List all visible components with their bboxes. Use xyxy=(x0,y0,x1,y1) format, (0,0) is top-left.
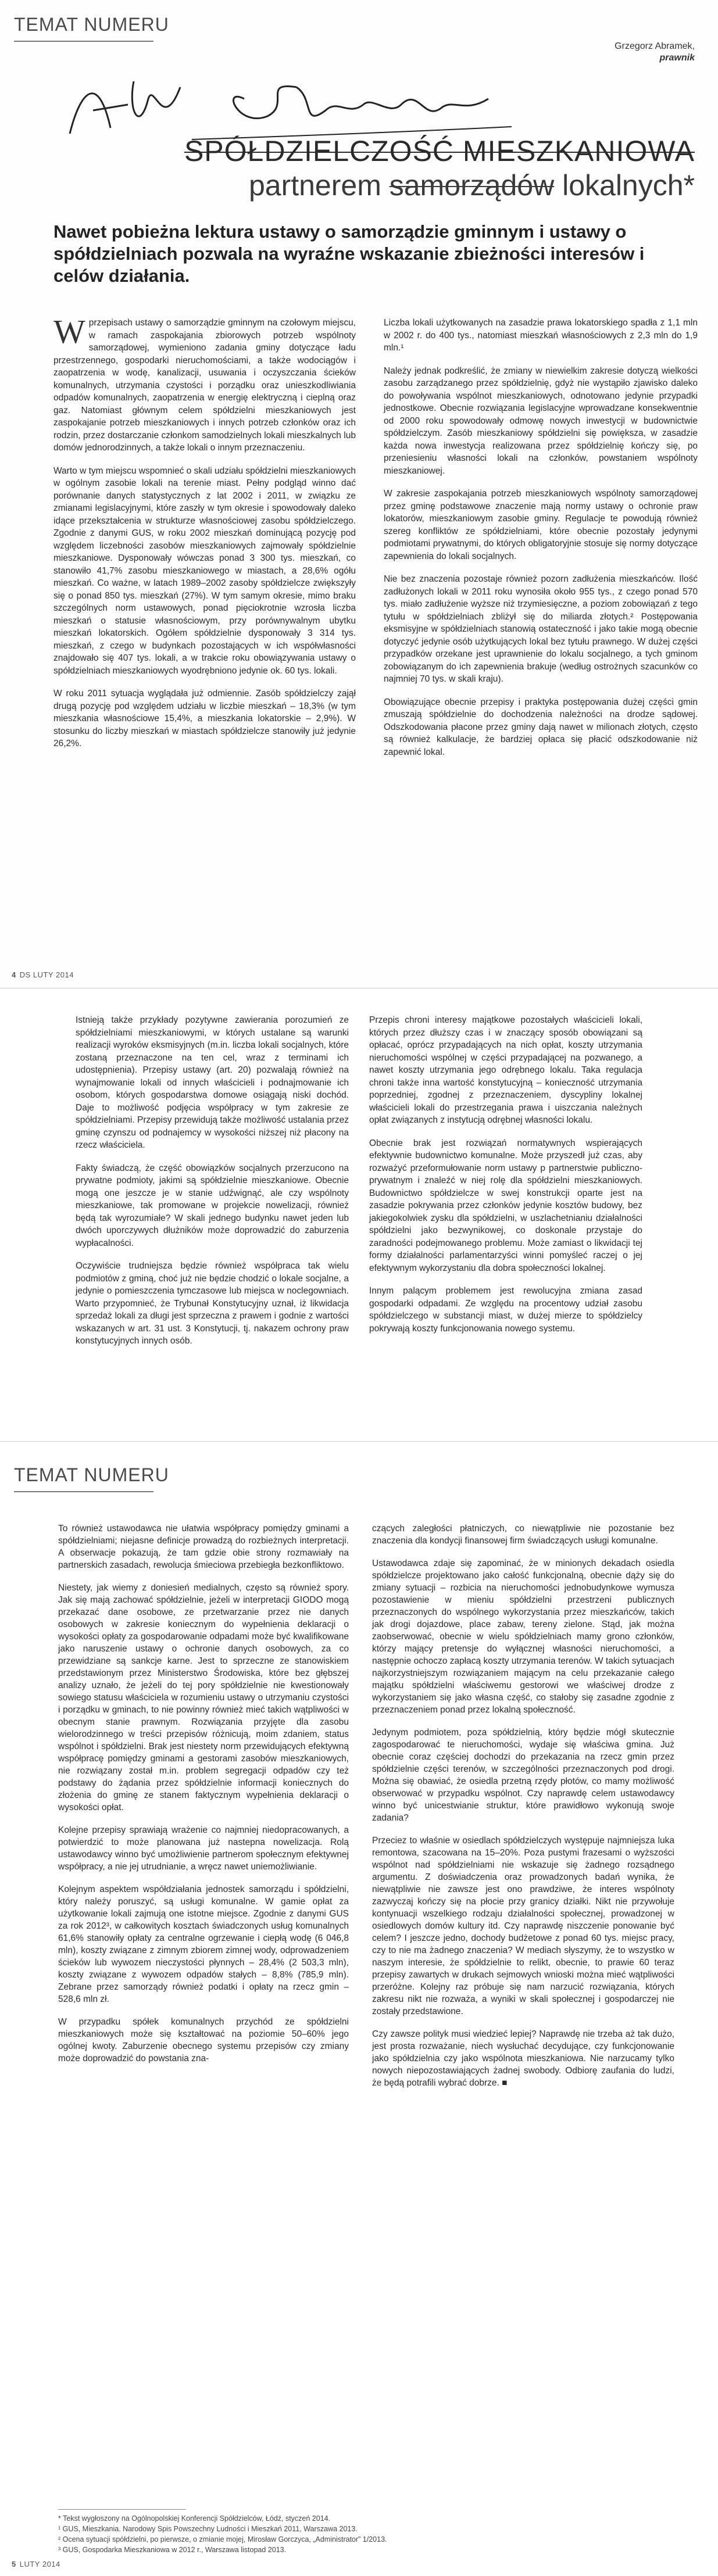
article-lead: Nawet pobieżna lektura ustawy o samorządzie gminnym i ustawy o spółdzielniach pozwala na wyraźne wskazanie zbieżności interesów i celów działania. xyxy=(53,221,645,286)
page-5-column-left xyxy=(58,1522,349,2075)
paragraph: Kolejne przepisy sprawiają wrażenie co najmniej niedopracowanych, a potwierdzić to może planowana już nastepna nowelizacja. Rolą ustawodawcy winno być umożliwienie partnerom społecznym efektywnej współpracy, a nie jej utrudnianie, a wręcz nawet uniemożliwianie. xyxy=(58,1825,349,1872)
author-name: Grzegorz Abramek, xyxy=(615,41,695,51)
title-line-2-part-a: partnerem xyxy=(248,169,390,202)
paragraph: Czy zawsze polityk musi wiedzieć lepiej? Naprawdę nie trzeba aż tak dużo, jest prosta rozważanie, niech wysłuchać decydujące, czy funkcjonowanie jako spółdzielnia czy jako wspólnota mieszkaniowa. Nie narzucamy tylko nowych niepozostawiających żadnej swobody. Odbiorę zaufania do ludzi, że będą potrafili wybrać dobrze. ■ xyxy=(372,2029,674,2088)
article-title xyxy=(55,134,695,202)
title-line-2 xyxy=(55,169,695,202)
section-rule xyxy=(14,1491,153,1492)
page-number: 5 xyxy=(12,2560,16,2568)
footnote: ³ GUS, Gospodarka Mieszkaniowa w 2012 r., Warszawa listopad 2013. xyxy=(58,2546,287,2554)
column-right xyxy=(384,317,698,769)
title-line-1: SPÓŁDZIELCZOŚĆ MIESZKANIOWA xyxy=(184,135,695,167)
page-divider xyxy=(0,1441,718,1442)
paragraph: W zakresie zaspokajania potrzeb mieszkaniowych wspólnoty samorządowej przez gminę podstawowe znaczenie mają normy ustawy o ochronie praw lokatorów, mieszkaniowym zasobie gminy. Regulacje te powodują również szereg konfliktów ze spółdzielniami, które obecnie pozostały jedynymi podmiotami prywatnymi, do których obligatoryjnie stosuje się normy dotyczące zapewnienia do lokali socjalnych. xyxy=(384,489,698,561)
continuation-column-left xyxy=(76,1014,349,1358)
paragraph: Ustawodawca zdaje się zapominać, że w minionych dekadach osiedla spółdzielcze projektowano jako całość funkcjonalną, obecnie dąży się do zmiany sytuacji – rozbicia na nieruchomości jednobudynkowe wymusza pozostawienie w mieniu spółdzielni przestrzeni publicznych przeznaczonych do wspólnego wykorzystania przez mieszkańców, takich jak drogi dojazdowe, place zabaw, tereny zielone. Stąd, jak można zaobserwować, obecnie w wielu spółdzielniach mamy grono członków, którzy mający pretensje do wyłącznej własności nieruchomości, a następnie ochoczo zapłacą koszty utrzymania terenów. W takich sytuacjach najkorzystniejszym rozwiązaniem mającym na celu przekazanie całego majątku spółdzielni właściwemu gestorowi we właściwej drodze z wykorzystaniem się jako własna część, co stałoby się zasadne zgodnie z przeznaczeniem ponad przez lokalną społeczność. xyxy=(372,1559,674,1715)
section-rule xyxy=(14,41,153,42)
page-4-scan xyxy=(0,0,718,988)
paragraph: To również ustawodawca nie ułatwia współpracy pomiędzy gminami a spółdzielniami; niejasne definicje prowadzą do rozbieżnych interpretacji. A obserwacje pokazują, że tam gdzie obie strony rozmawiały na partnerskich zasadach, rewolucja śmieciowa przebiegła bezkonfliktowo. xyxy=(58,1524,349,1570)
title-line-2-part-b: samorządów xyxy=(389,169,555,202)
paragraph: czących zaległości płatniczych, co niewątpliwie nie pozostanie bez znaczenia dla kondycji finansowej firm świadczących usługi komunalne. xyxy=(372,1524,674,1546)
title-line-2-part-c: lokalnych* xyxy=(554,169,695,202)
paragraph: Kolejnym aspektem współdziałania jednostek samorządu i spółdzielni, który należy poruszyć, są usługi komunalne. W gamie opłat za użytkowanie lokali zajmują one istotne miejsce. Zgodnie z danymi GUS za rok 2012³, w całkowitych kosztach świadczonych usług komunalnych 61,6% stanowiły opłaty za centralne ogrzewanie i ciepłą wodę (6 046,8 mln), koszty związane z zimnym zbiorem zimnej wody, odprowadzeniem ścieków lub wywozem nieczystości płynnych – 28,4% (2 503,3 mln), koszty związane z wywozem odpadów stałych – 8,8% (785,9 mln). Zebrane przez samorządy również podatki i opłaty na rzecz gmin – 528,6 mln zł. xyxy=(58,1884,349,2004)
paragraph: Istnieją także przykłady pozytywne zawierania porozumień ze spółdzielniami mieszkaniowymi, w których ustalane są warunki realizacji wyroków eksmisyjnych (m.in. liczba lokali socjalnych, które zostaną przeznaczone na ten cel, wraz z terminami ich udostępnienia). Przepisy ustawy (art. 20) pozwalają również na wynajmowanie lokali od innych właścicieli i podnajmowanie ich osobom, których gospodarstwa domowe osiągają niski dochód. Daje to możliwość podjęcia współpracy w tym zakresie ze spółdzielniami. Przepisy przewidują także możliwość ustalania przez gminę czynszu od podnajemcy w wysokości niższej niż płacony na rzecz właściciela. xyxy=(76,1015,349,1150)
paragraph xyxy=(53,313,356,454)
page-folio xyxy=(12,970,74,979)
paragraph: Fakty świadczą, że część obowiązków socjalnych przerzucono na prywatne podmioty, jakimi są spółdzielnie mieszkaniowe. Obecnie mogą one jeszcze je w stanie udźwignąć, ale czy wspólnoty mieszkaniowe, tak promowane w projekcie nowelizacji, również będą tak wyrozumiałe? W skali jednego budynku nawet jeden lub dwóch uporczywych dłużników może doprowadzić do zaburzenia wypłacalności. xyxy=(76,1163,349,1248)
footnote-rule xyxy=(58,2509,186,2510)
page-number: 4 xyxy=(12,970,16,979)
paragraph: Warto w tym miejscu wspomnieć o skali udziału spółdzielni mieszkaniowych w ogólnym zasobie lokali na terenie miast. Pełny podgląd winno dać porównanie danych statystycznych z lat 2002 i 2011, w związku ze zmianami legislacyjnymi, które zaszły w tym okresie i spowodowały daleko idące przekształcenia w strukturze własnościowej zasobu spółdzielczego. Zgodnie z danymi GUS, w roku 2002 mieszkań dominującą pozycję pod względem liczebności zasobów mieszkaniowych zajmowały spółdzielnie mieszkaniowe. Dysponowały wówczas ponad 3 300 tys. mieszkań, co stanowiło 41,7% zasobu mieszkaniowego w miastach, a 28,6% ogółu mieszkań. Co ważne, w latach 1989–2002 zasoby spółdzielcze zwiększyły się o ponad 850 tys. mieszkań (27%). W tym samym okresie, mimo braku szczególnych norm ustawowych, ponad pięciokrotnie wzrosła liczba mieszkań o statusie własnościowym, przy porównywalnym ubytku mieszkań lokatorskich. Ogółem spółdzielnie dysponowały 3 314 tys. mieszkań, z czego w budynkach pozostających w ich współwłasności znajdowało się 407 tys. lokali, a w trakcie roku obowiązywania ustawy o spółdzielniach mieszkaniowych wyodrębniono jedynie ok. 60 tys. lokali. xyxy=(53,465,356,676)
paragraph: Obowiązujące obecnie przepisy i praktyka postępowania dużej części gmin zmuszają spółdzielnie do dochodzenia należności na drodze sądowej. Odszkodowania płacone przez gminy dają nawet w milionach złotych, często są również kalkulacje, że bardziej opłaca się płacić odszkodowanie niż zapewnić lokal. xyxy=(384,697,698,757)
footnote: ¹ GUS, Mieszkania. Narodowy Spis Powszechny Ludności i Mieszkań 2011, Warszawa 2013. xyxy=(58,2525,358,2533)
footnote: * Tekst wygłoszony na Ogólnopolskiej Konferencji Spółdzielców, Łódź, styczeń 2014. xyxy=(58,2514,331,2523)
paragraph: Innym palącym problemem jest rewolucyjna zmiana zasad gospodarki odpadami. Ze względu na procentowy udział zasobu spółdzielczego w substancji miast, w dużej mierze to spółdzielcy pokrywają koszty funkcjonowania nowego systemu. xyxy=(369,1286,642,1334)
paragraph-text: przepisach ustawy o samorządzie gminnym na czołowym miejscu, w ramach zaspokajania zbiorowych potrzeb wspólnoty samorządowej, wymieniono zadania gminy dotyczące ładu przestrzennego, gospodarki nieruchomościami, a także wodociągów i zaopatrzenia w wodę, kanalizacji, usuwania i oczyszczania ścieków komunalnych, utrzymania czystości i porządku oraz unieszkodliwiania odpadów komunalnych, zaopatrzenia w energię elektryczną i cieplną oraz gaz. Natomiast głównym celem spółdzielni mieszkaniowych jest zaspokajanie potrzeb mieszkaniowych i innych potrzeb członków oraz ich rodzin, przez dostarczanie członkom samodzielnych lokali mieszkalnych lub domów jednorodzinnych, a także lokali o innym przeznaczeniu. xyxy=(53,318,356,453)
continuation-column-right xyxy=(369,1014,642,1345)
paragraph: Jedynym podmiotem, poza spółdzielnią, który będzie mógł skutecznie zagospodarować te nieruchomości, wydaje się właściwa gmina. Już obecnie coraz częściej dochodzi do przekazania na rzecz gmin przez spółdzielnie części terenów, w szczególności przeznaczonych pod drogi. Można się obawiać, że osiedla przetną rzędy płotów, co mamy możliwość obserwować w przypadku wspólnot. Czy naprawdę celem ustawodawcy winno być unicestwianie struktur, które prawidłowo wykonują swoje zadania? xyxy=(372,1728,674,1823)
footnotes xyxy=(58,2514,669,2556)
column-left xyxy=(53,313,356,761)
author-role: prawnik xyxy=(659,53,695,63)
paragraph: Należy jednak podkreślić, że zmiany w niewielkim zakresie dotyczą wielkości zasobu zarządzanego przez spółdzielnię, gdyż nie wystąpiło zjawisko daleko do powoływania wspólnot mieszkaniowych, odnotowano jedynie przypadki jednostkowe. Obecnie rozwiązania legislacyjne wprowadzane konsekwentnie od 2000 roku spowodowały odmowę nowych inwestycji w budownictwie spółdzielczym. Zasób mieszkaniowy spółdzielni się powiększa, w zasadzie każda nowa inwestycja realizowana przez spółdzielnię kończy się, po przeniesieniu własności lokali na członków, powstaniem wspólnoty mieszkaniowej. xyxy=(384,366,698,476)
issue-label: DS LUTY 2014 xyxy=(19,970,74,979)
paragraph: Obecnie brak jest rozwiązań normatywnych wspierających efektywnie budownictwo komunalne. Może przyszedł już czas, aby rozważyć przeformułowanie norm ustawy p partnerstwie publiczno-prywatnym i znaleźć w niej rolę dla spółdzielni mieszkaniowych. Budownictwo spółdzielcze w swej konstrukcji oparte jest na zasadzie pokrywania przez członków jedynie kosztów budowy, bez jakiegokolwiek zysku dla spółdzielni, w uszlachetnianiu działalności spółdzielni jako bezwynikowej, co doskonale przystaje do zaradności podejmowanego problemu. Może zamiast o likwidacji tej formy działalności parlamentarzyści winni pomyśleć raczej o jej efektywnym wykorzystaniu dla dobra społeczności lokalnej. xyxy=(369,1138,642,1273)
page-folio-5 xyxy=(12,2560,60,2568)
paragraph: W przypadku spółek komunalnych przychód ze spółdzielni mieszkaniowych może się kształtować na poziomie 50–60% jego ogólnej kwoty. Zaburzenie obecnego systemu przepisów czy zmiany może doprowadzić do powstania zna- xyxy=(58,2017,349,2063)
footnote: ² Ocena sytuacji spółdzielni, po pierwsze, o zmianie mojej, Mirosław Gorczyca, „Administrator” 1/2013. xyxy=(58,2535,387,2543)
paragraph: Oczywiście trudniejsza będzie również współpraca tak wielu podmiotów z gminą, choć już nie będzie chodzić o lokale socjalne, a jedynie o pomieszczenia tymczasowe lub miejsca w noclegowniach. Warto przypomnieć, że Trybunał Konstytucyjny uznał, iż likwidacja sprzedaż lokali za długi jest sprzeczna z prawem i godnie z wartości wskazanych w art. 31 ust. 3 Konstytucji, tj. nakazem ochrony praw konstytucyjnych innych osób. xyxy=(76,1261,349,1346)
author-byline xyxy=(555,41,695,64)
paragraph: Nie bez znaczenia pozostaje również pozorn zadłużenia mieszkańców. Ilość zadłużonych lokali w 2011 roku wynosiła około 955 tys., z czego ponad 570 tys. miało zadłużenie wyższe niż trzymiesięczne, a poziom zobowiązań z tego tytułu w spółdzielniach zbliżył się do miliarda złotych.² Postępowania eksmisyjne w spółdzielniach stanowią ostateczność i jako takie mogą obecnie dotyczyć jedynie osób użytkujących lokal bez tytułu prawnego. W dużej części przypadków orzekane jest uprawnienie do lokalu socjalnego, a tych gminom zobowiązanym do ich zapewnienia brakuje (według ostrożnych szacunków co najmniej 70 tys. w skali kraju). xyxy=(384,574,698,684)
drop-cap: W xyxy=(53,313,85,350)
issue-label: LUTY 2014 xyxy=(19,2560,60,2568)
paragraph: Przeciez to właśnie w osiedlach spółdzielczych występuje najmniejsza luka remontowa, szacowana na 15–20%. Poza pustymi frazesami o wyższości wspólnot nad spółdzielniami nie wskazuje się żadnego rozsądnego argumentu. Z doświadczenia oraz prowadzonych badań wynika, że niewątpliwie nie zawsze jest ono prawdziwe, że interes wspólnoty zazwyczaj kończy się na płocie przy granicy działki. Nikt nie przywołuje kontynuacji wszelkiego rodzaju działalności społecznej, prowadzonej w osiedlowych domów kultury itd. Czy naprawdę niszczenie ponowanie być celem? I jeszcze jedno, dochody budżetowe z ponad 60 tys. miejsc pracy, czy to nie ma żadnego znaczenia? W mediach słyszymy, że to wszystko w naszym interesie, że spółdzielnie to relikt, obecnie, to prawie 60 teraz przepisy zawartych w drukach sejmowych wnioski można mieć wątpliwości przeróżne. Kolejny raz próbuje się nam narzucić rozwiązania, których zakresu nikt nie rozważa, a wyniki w skali społecznej i gospodarczej nie zostały przedstawione. xyxy=(372,1836,674,2016)
paragraph: Liczba lokali użytkowanych na zasadzie prawa lokatorskiego spadła z 1,1 mln w 2002 r. do 400 tys., natomiast mieszkań własnościowych z 2,3 mln do 1,9 mln.¹ xyxy=(384,318,698,353)
paragraph: Przepis chroni interesy majątkowe pozostałych właścicieli lokali, których przez dłuższy czas i w znaczący sposób obowiązani są opłacać, oprócz przypadających na nich opłat, koszty utrzymania nieruchomości wspólnej w części przypadającej na pozwanego, a nawet koszty utrzymania jego odrębnego lokalu. Taka regulacja chroni także inna wartość konstytucyjną – konieczność utrzymania poprzedniej, zgodnej z przeznaczeniem, dyscypliny lokalnej właścicieli lokali do przestrzegania prawa i uiszczania należnych opłat związanych z instytucją odrębnej własności lokalu. xyxy=(369,1015,642,1125)
paragraph: Niestety, jak wiemy z doniesień medialnych, często są również spory. Jak się mają zachować spółdzielnie, jeżeli w interpretacji GIODO mogą przekazać dane osobowe, ze przetwarzanie przez nie danych osobowych w zakresie koniecznym do wypełnienia deklaracji o wysokości opłaty za gospodarowanie odpadami może być kwalifikowane jako naruszenie ustawy o ochronie danych osobowych, za co przewidziane są sankcje karne. Jest to sprzeczne ze stanowiskiem przedstawionym przez Ministerstwo Środowiska, które bez głębszej analizy uznało, że jeżeli do tej pory spółdzielnie nie kwestionowały sowiego statusu właściciela w rozumieniu ustawy o utrzymaniu czystości i porządku w gminach, to nie powinny również mieć takich wątpliwości w obecnym stanie prawnym. Rozwiązania przyjęte dla zasobu wielorodzinnego w treści przepisów różnicują, moim zdaniem, status wspólnot i spółdzielni. Brak jest niestety norm przewidujących efektywną współpracę pomiędzy gminami a gestorami zasobów mieszkaniowych, nie rozwiązany został m.in. problem segregacji odpadów czy też podstawy do żądania przez spółdzielnie informacji koniecznych do złożenia do gminę ze stanem faktycznym wypełnienia deklaracji o wysokości opłat. xyxy=(58,1583,349,1812)
page-5-column-right xyxy=(372,1522,674,2100)
section-label-page-5: TEMAT NUMERU xyxy=(14,1464,169,1485)
paragraph: W roku 2011 sytuacja wyglądała już odmiennie. Zasób spółdzielczy zajął drugą pozycję pod względem udziału w liczbie mieszkań – 18,3% (w tym mieszkania własnościowe 15,4%, a mieszkania lokatorskie – 2,9%). W stosunku do liczby mieszkań w miastach spółdzielcze stanowiły już jedynie 26,2%. xyxy=(53,689,356,748)
section-label: TEMAT NUMERU xyxy=(14,14,169,35)
